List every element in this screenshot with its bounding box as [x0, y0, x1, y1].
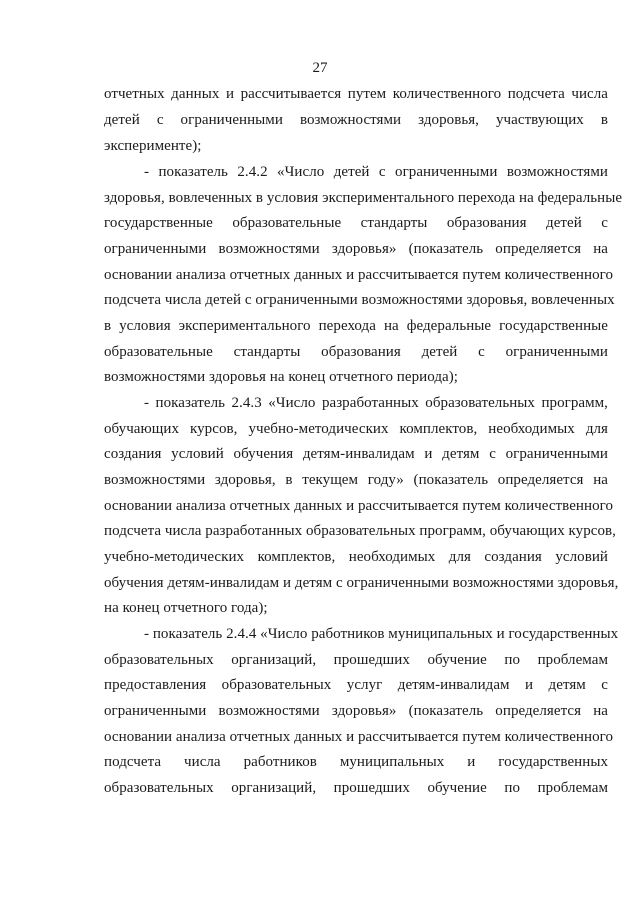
- text-line: подсчета числа разработанных образовательных программ, обучающих курсов,: [104, 523, 616, 539]
- text-line: обучающих курсов, учебно-методических комплектов, необходимых для: [104, 421, 608, 437]
- text-line: образовательных организаций, прошедших обучение по проблемам: [104, 652, 608, 668]
- text-line: обучения детям-инвалидам и детям с ограниченными возможностями здоровья,: [104, 575, 619, 591]
- text-line: подсчета числа детей с ограниченными возможностями здоровья, вовлеченных: [104, 292, 615, 308]
- page-number: 27: [312, 60, 328, 76]
- text-line: основании анализа отчетных данных и рассчитывается путем количественного: [104, 498, 613, 514]
- text-line: детей с ограниченными возможностями здоровья, участвующих в: [104, 112, 608, 128]
- text-line: на конец отчетного года);: [104, 600, 268, 616]
- text-line: эксперименте);: [104, 138, 202, 154]
- text-line: возможностями здоровья на конец отчетного периода);: [104, 369, 458, 385]
- text-line: отчетных данных и рассчитывается путем количественного подсчета числа: [104, 86, 608, 102]
- text-line: здоровья, вовлеченных в условия экспериментального перехода на федеральные: [104, 190, 623, 206]
- text-line: - показатель 2.4.3 «Число разработанных образовательных программ,: [144, 395, 608, 411]
- text-line: ограниченными возможностями здоровья» (показатель определяется на: [104, 703, 608, 719]
- text-line: в условия экспериментального перехода на федеральные государственные: [104, 318, 608, 334]
- text-line: основании анализа отчетных данных и рассчитывается путем количественного: [104, 267, 613, 283]
- text-line: возможностями здоровья, в текущем году» (показатель определяется на: [104, 472, 608, 488]
- text-line: предоставления образовательных услуг детям-инвалидам и детям с: [104, 677, 608, 693]
- text-line: создания условий обучения детям-инвалидам и детям с ограниченными: [104, 446, 608, 462]
- text-line: учебно-методических комплектов, необходимых для создания условий: [104, 549, 608, 565]
- text-line: основании анализа отчетных данных и рассчитывается путем количественного: [104, 729, 613, 745]
- text-line: образовательные стандарты образования детей с ограниченными: [104, 344, 608, 360]
- text-line: государственные образовательные стандарты образования детей с: [104, 215, 608, 231]
- text-line: ограниченными возможностями здоровья» (показатель определяется на: [104, 241, 608, 257]
- text-line: - показатель 2.4.2 «Число детей с ограниченными возможностями: [144, 164, 608, 180]
- text-line: подсчета числа работников муниципальных и государственных: [104, 754, 608, 770]
- text-line: - показатель 2.4.4 «Число работников муниципальных и государственных: [144, 626, 619, 642]
- text-line: образовательных организаций, прошедших обучение по проблемам: [104, 780, 608, 796]
